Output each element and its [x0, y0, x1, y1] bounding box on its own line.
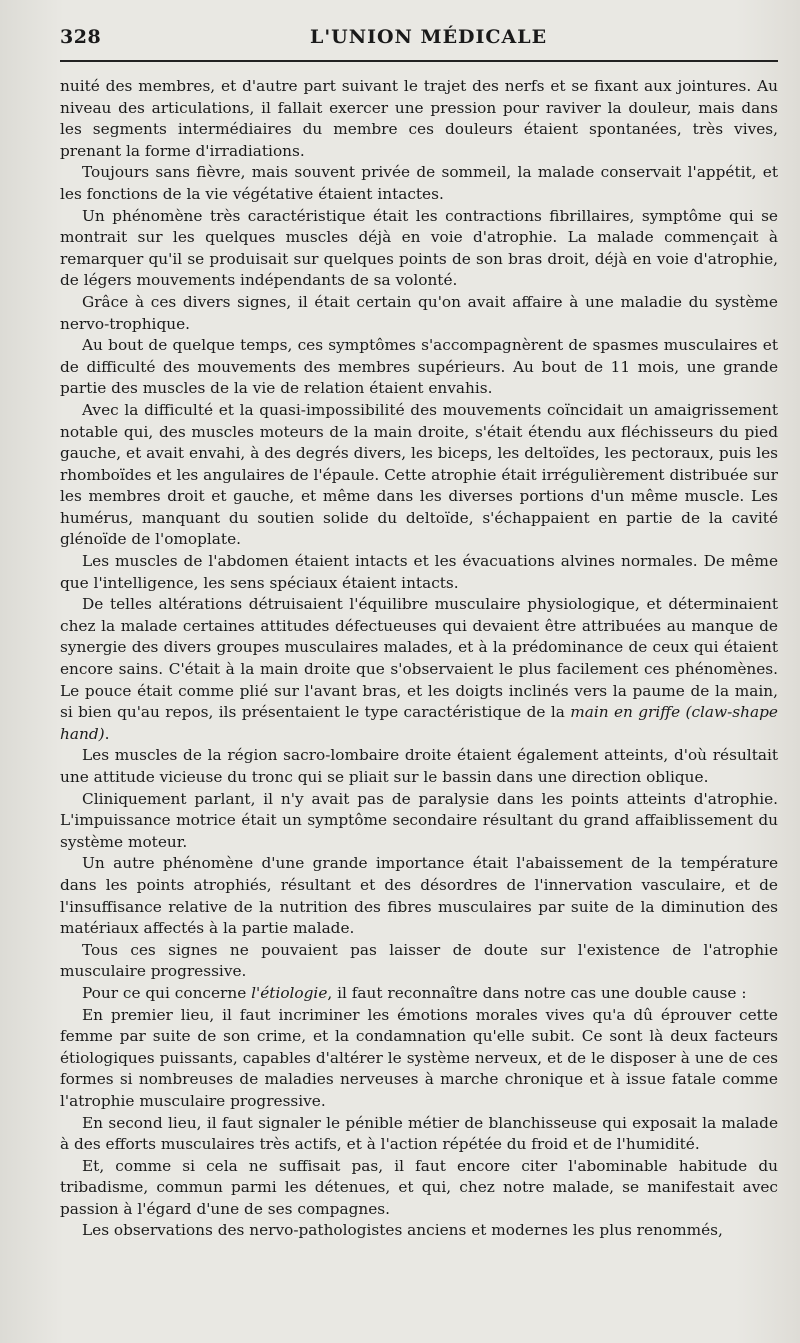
italic-term: l'étiologie — [251, 983, 328, 1002]
paragraph: Les observations des nervo-pathologistes anciens et modernes les plus renommés, — [82, 1221, 723, 1240]
paragraph: Avec la difficulté et la quasi-impossibilité des mouvements coïncidait un amaigrissement notable qui, des muscles moteurs de la main droite, s'était étendu aux fléchisseurs du pied gauche, et avait envahi, à des degrés divers, les biceps, les deltoïdes, les pectoraux, puis les rhomboïdes et les angulaires de l'épaule. Cette atrophie était irrégulièrement distribuée sur les membres droit et gauche, et même dans les diverses portions d'un même muscle. Les humérus, manquant du soutien solide du deltoïde, s'échappaient en partie de la cavité glénoïde de l'omoplate. — [60, 400, 778, 549]
paragraph: Un autre phénomène d'une grande importance était l'abaissement de la température dans les points atrophiés, résultant et des désordres de l'innervation vasculaire, et de l'insuffisance relative de la nutrition des fibres musculaires par suite de la diminution des matériaux affectés à la partie malade. — [60, 854, 778, 938]
paragraph: Tous ces signes ne pouvaient pas laisser de doute sur l'existence de l'atrophie musculaire progressive. — [60, 940, 778, 981]
paragraph: Grâce à ces divers signes, il était certain qu'on avait affaire à une maladie du système nervo-trophique. — [60, 292, 778, 333]
paragraph: En premier lieu, il faut incriminer les émotions morales vives qu'a dû éprouver cette femme par suite de son crime, et la condamnation qu'elle subit. Ce sont là deux facteurs étiologiques puissants, capables d'altérer le système nerveux, et de le disposer à une de ces formes si nombreuses de maladies nerveuses à marche chronique et à issue fatale comme l'atrophie musculaire progressive. — [60, 1005, 778, 1110]
page-number: 328 — [60, 26, 102, 48]
paragraph: Les muscles de l'abdomen étaient intacts et les évacuations alvines normales. De même que l'intelligence, les sens spéciaux étaient intacts. — [60, 552, 778, 592]
paragraph: Au bout de quelque temps, ces symptômes s'accompagnèrent de spasmes musculaires et de difficulté des mouvements des membres supérieurs. Au bout de 11 mois, une grande partie des muscles de la vie de relation étaient envahis. — [60, 336, 778, 398]
paragraph: Et, comme si cela ne suffisait pas, il faut encore citer l'abominable habitude du tribadisme, commun parmi les détenues, et qui, chez notre malade, se manifestait avec passion à l'égard d'une de ses compagnes. — [60, 1156, 778, 1218]
paragraph: De telles altérations détruisaient l'équilibre musculaire physiologique, et déterminaient chez la malade certaines attitudes défectueuses qui devaient être attribuées au manque de synergie des divers groupes musculaires malades, et à la prédominance de ceux qui étaient encore sains. C'était à la main droite que s'observaient le plus facilement ces phénomènes. Le pouce était comme plié sur l'avant bras, et les doigts inclinés vers la paume de la main, si bien qu'au repos, ils présentaient le type caractéristique de la main en griffe (claw-shape hand). — [60, 595, 778, 743]
paragraph: Cliniquement parlant, il n'y avait pas de paralysie dans les points atteints d'atrophie. L'impuissance motrice était un symptôme secondaire résultant du grand affaiblissement du système moteur. — [60, 789, 778, 851]
paragraph: Toujours sans fièvre, mais souvent privée de sommeil, la malade conservait l'appétit, et les fonctions de la vie végétative étaient intactes. — [60, 163, 778, 203]
paragraph: nuité des membres, et d'autre part suivant le trajet des nerfs et se fixant aux jointures. Au niveau des articulations, il fallait exercer une pression pour raviver la douleur, mais dans les segments intermédiaires du membre ces douleurs étaient spontanées, très vives, prenant la forme d'irradiations. — [60, 77, 778, 160]
article-body — [60, 76, 778, 1242]
paragraph: En second lieu, il faut signaler le pénible métier de blanchisseuse qui exposait la malade à des efforts musculaires très actifs, et à l'action répétée du froid et de l'humidité. — [60, 1113, 778, 1154]
page-header — [60, 26, 778, 62]
paragraph: Les muscles de la région sacro-lombaire droite étaient également atteints, d'où résultait une attitude vicieuse du tronc qui se pliait sur le bassin dans une direction oblique. — [60, 746, 778, 786]
paragraph: Un phénomène très caractéristique était les contractions fibrillaires, symptôme qui se montrait sur les quelques muscles déjà en voie d'atrophie. La malade commençait à remarquer qu'il se produisait sur quelques points de son bras droit, déjà en voie d'atrophie, de légers mouvements indépendants de sa volonté. — [60, 206, 778, 290]
paragraph: Pour ce qui concerne l'étiologie, il faut reconnaître dans notre cas une double cause : — [82, 983, 747, 1002]
running-title: L'UNION MÉDICALE — [310, 26, 548, 48]
italic-term: main en griffe (claw-shape hand) — [60, 703, 778, 743]
